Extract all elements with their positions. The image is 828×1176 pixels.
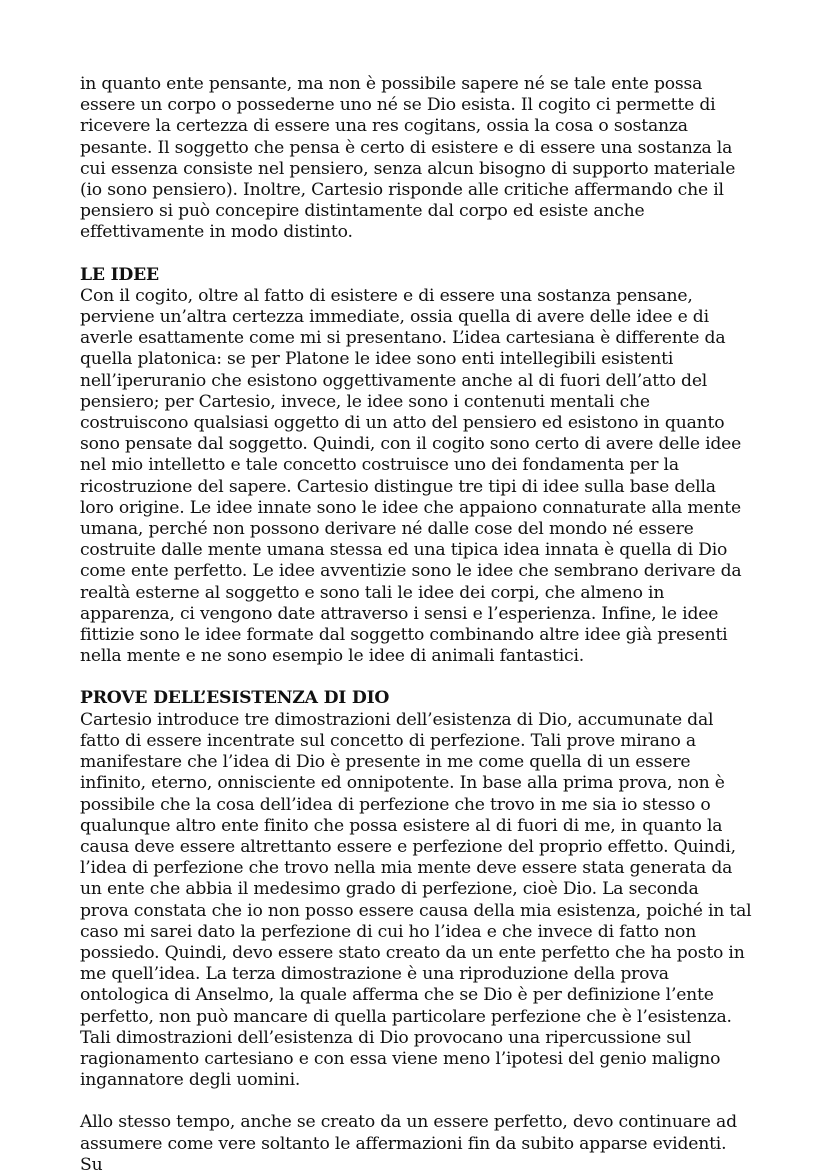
closing-paragraph: Allo stesso tempo, anche se creato da un essere perfetto, devo continuare ad assumere come vere soltanto le affermazioni fin da subito apparse evidenti. Su — [80, 1112, 737, 1175]
section-heading-prove-esistenza-dio: PROVE DELL’ESISTENZA DI DIO — [80, 688, 390, 709]
section-body-le-idee: Con il cogito, oltre al fatto di esistere e di essere una sostanza pensane, perviene un’altra certezza immediate, ossia quella di avere delle idee e di averle esattamente come mi si presentano. L’idea cartesiana è differente da quella platonica: se per Platone le idee sono enti intellegibili esistenti nell’iperuranio che esistono oggettivamente anche al di fuori dell’atto del pensiero; per Cartesio, invece, le idee sono i contenuti mentali che costruiscono qualsiasi oggetto di un atto del pensiero ed esistono in quanto sono pensate dal soggetto. Quindi, con il cogito sono certo di avere delle idee nel mio intelletto e tale concetto costruisce uno dei fondamenta per la ricostruzione del sapere. Cartesio distingue tre tipi di idee sulla base della loro origine. Le idee innate sono le idee che appaiono connaturate alla mente umana, perché non possono derivare né dalle cose del mondo né essere costruite dalle mente umana stessa ed una tipica idea innata è quella di Dio come ente perfetto. Le idee avventizie sono le idee che sembrano derivare da realtà esterne al soggetto e sono tali le idee dei corpi, che almeno in apparenza, ci vengono date attraverso i sensi e l’esperienza. Infine, le idee fittizie sono le idee formate dal soggetto combinando altre idee già presenti nella mente e ne sono esempio le idee di animali fantastici. — [80, 285, 742, 667]
section-heading-le-idee: LE IDEE — [80, 264, 159, 285]
paragraph-spacer — [80, 244, 752, 265]
section-body-prove-esistenza-dio: Cartesio introduce tre dimostrazioni dell’esistenza di Dio, accumunate dal fatto di essere incentrate sul concetto di perfezione. Tali prove mirano a manifestare che l’idea di Dio è presente in me come quella di un essere infinito, eterno, onnisciente ed onnipotente. In base alla prima prova, non è possibile che la cosa dell’idea di perfezione che trovo in me sia io stesso o qualunque altro ente finito che possa esistere al di fuori di me, in quanto la causa deve essere altrettanto essere e perfezione del proprio effetto. Quindi, l’idea di perfezione che trovo nella mia mente deve essere stata generata da un ente che abbia il medesimo grado di perfezione, cioè Dio. La seconda prova constata che io non posso essere causa della mia esistenza, poiché in tal caso mi sarei dato la perfezione di cui ho l’idea e che invece di fatto non possiedo. Quindi, devo essere stato creato da un ente perfetto che ha posto in me quell’idea. La terza dimostrazione è una riproduzione della prova ontologica di Anselmo, la quale afferma che se Dio è per definizione l’ente perfetto, non può mancare di quella particolare perfezione che è l’esistenza. Tali dimostrazioni dell’esistenza di Dio provocano una ripercussione sul ragionamento cartesiano e con essa viene meno l’ipotesi del genio maligno ingannatore degli uomini. — [80, 709, 752, 1091]
paragraph-spacer — [80, 1091, 752, 1112]
document-page — [80, 74, 752, 1176]
intro-paragraph: in quanto ente pensante, ma non è possibile sapere né se tale ente possa essere un corpo o possederne uno né se Dio esista. Il cogito ci permette di ricevere la certezza di essere una res cogitans, ossia la cosa o sostanza pesante. Il soggetto che pensa è certo di esistere e di essere una sostanza la cui essenza consiste nel pensiero, senza alcun bisogno di supporto materiale (io sono pensiero). Inoltre, Cartesio risponde alle critiche affermando che il pensiero si può concepire distintamente dal corpo ed esiste anche effettivamente in modo distinto. — [80, 74, 736, 243]
paragraph-spacer — [80, 667, 752, 688]
